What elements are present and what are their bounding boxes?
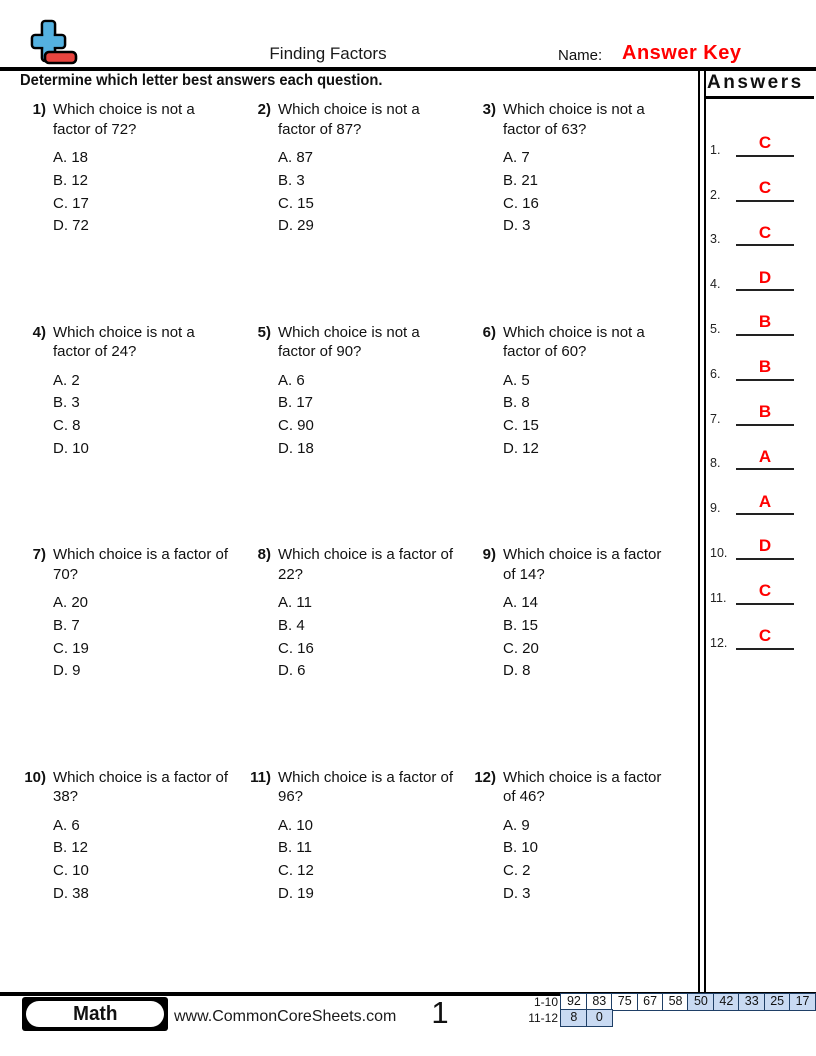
- choice-c: C. 10: [53, 862, 89, 880]
- answers-panel: [706, 71, 814, 650]
- answer-item: [710, 291, 814, 336]
- answer-item: [710, 515, 814, 560]
- choice-b: B. 3: [53, 394, 80, 412]
- questions-grid: [20, 100, 700, 990]
- score-table: [526, 993, 816, 1027]
- question-text: 38?: [53, 788, 79, 805]
- question-text: Which choice is a factor of: [53, 546, 229, 563]
- subject-pill: [26, 1001, 164, 1027]
- question-12: [470, 768, 698, 991]
- choice-a: A. 20: [53, 594, 89, 611]
- answer-item: [710, 202, 814, 247]
- question-number: 2): [257, 101, 271, 118]
- choice-b: B. 4: [278, 616, 305, 634]
- answer-letter: D: [758, 267, 772, 287]
- answer-letter: B: [758, 402, 772, 422]
- instruction-text: Determine which letter best answers each question.: [20, 72, 383, 89]
- answer-blank-line: [736, 178, 794, 202]
- page-number: 1: [431, 995, 449, 1030]
- question-number: 3): [482, 101, 496, 118]
- header-rule: [0, 67, 816, 71]
- answer-blank-line: [736, 357, 794, 381]
- choice-c: C. 2: [503, 862, 531, 880]
- choice-a: A. 9: [503, 816, 530, 834]
- score-row: [526, 993, 816, 1011]
- choice-b: B. 11: [278, 839, 312, 857]
- score-cell: 75: [611, 993, 638, 1011]
- choice-a: A. 6: [278, 371, 305, 389]
- question-text: Which choice is not a: [503, 101, 645, 118]
- choice-b: B. 12: [53, 171, 89, 189]
- answer-letter: C: [758, 178, 772, 198]
- choice-b: B. 3: [278, 171, 305, 189]
- choice-a: A. 7: [503, 149, 530, 166]
- choice-a: A. 11: [278, 594, 312, 611]
- question-number: 6): [482, 323, 496, 341]
- question-text: 22?: [278, 565, 304, 583]
- choice-a: A. 10: [278, 816, 314, 834]
- answer-blank-line: [736, 402, 794, 426]
- question-text: of 46?: [503, 788, 545, 805]
- choice-b: B. 21: [503, 171, 539, 189]
- question-text: Which choice is not a: [503, 323, 645, 341]
- question-text: Which choice is not a: [278, 323, 420, 341]
- question-number: 5): [257, 323, 271, 341]
- choice-d: D. 6: [278, 662, 306, 680]
- score-cell: 92: [560, 993, 587, 1011]
- choice-b: B. 8: [503, 394, 530, 412]
- score-cell: 17: [789, 993, 816, 1011]
- choice-a: A. 14: [503, 594, 539, 611]
- question-text: factor of 87?: [278, 120, 362, 138]
- page-title: Finding Factors: [269, 44, 387, 63]
- answer-item: [710, 157, 814, 202]
- answer-letter: C: [758, 626, 772, 646]
- answer-number: 1.: [710, 142, 721, 157]
- subject-label: Math: [72, 1002, 118, 1025]
- answer-key-label: Answer Key: [622, 42, 742, 64]
- choice-c: C. 90: [278, 417, 314, 435]
- question-text: Which choice is not a: [53, 323, 195, 341]
- choice-a: A. 2: [53, 371, 80, 389]
- answer-blank-line: [736, 447, 794, 471]
- choice-b: B. 12: [53, 839, 89, 857]
- answer-blank-line: [736, 581, 794, 605]
- score-cell: 25: [764, 993, 791, 1011]
- question-text: Which choice is a factor of: [278, 546, 454, 563]
- answer-letter: D: [758, 536, 772, 556]
- question-text: Which choice is not a: [278, 101, 420, 118]
- question-3: [470, 100, 698, 323]
- question-text: 96?: [278, 788, 304, 805]
- choice-d: D. 9: [53, 662, 81, 680]
- choice-c: C. 16: [503, 194, 539, 212]
- question-9: [470, 545, 698, 768]
- question-7: [20, 545, 245, 768]
- score-cell: 50: [687, 993, 714, 1011]
- answer-letter: B: [758, 357, 772, 377]
- answer-number: 3.: [710, 232, 721, 247]
- answer-item: [710, 381, 814, 426]
- question-number: 12): [474, 768, 496, 786]
- score-cell: 67: [637, 993, 664, 1011]
- choice-a: A. 18: [53, 149, 89, 166]
- choice-c: C. 12: [278, 862, 314, 880]
- question-text: Which choice is a factor: [503, 546, 662, 563]
- answers-divider-line: [698, 70, 706, 993]
- question-text: of 14?: [503, 565, 545, 583]
- answer-blank-line: [736, 312, 794, 336]
- score-cell: 33: [738, 993, 765, 1011]
- choice-d: D. 18: [278, 439, 314, 457]
- choice-b: B. 15: [503, 616, 539, 634]
- answer-blank-line: [736, 268, 794, 292]
- question-text: factor of 24?: [53, 343, 137, 360]
- choice-c: C. 15: [278, 194, 314, 212]
- question-6: [470, 323, 698, 546]
- answer-number: 7.: [710, 411, 721, 426]
- subject-badge: [22, 997, 168, 1031]
- question-number: 9): [482, 546, 496, 563]
- question-number: 8): [257, 546, 271, 563]
- question-8: [245, 545, 470, 768]
- answer-letter: C: [758, 133, 772, 153]
- score-row-label: 1-10: [533, 994, 558, 1009]
- choice-d: D. 38: [53, 884, 89, 902]
- answer-number: 6.: [710, 366, 721, 381]
- website-text: www.CommonCoreSheets.com: [174, 1008, 397, 1025]
- name-label: Name:: [558, 47, 603, 64]
- choice-a: A. 87: [278, 149, 314, 166]
- answer-number: 12.: [710, 635, 728, 650]
- answer-blank-line: [736, 492, 794, 516]
- score-cell: 83: [586, 993, 613, 1011]
- score-cell: 42: [713, 993, 740, 1011]
- answer-letter: A: [758, 491, 772, 511]
- question-text: Which choice is a factor of: [53, 768, 229, 786]
- answer-number: 4.: [710, 277, 721, 292]
- answer-number: 10.: [710, 545, 728, 560]
- choice-b: B. 10: [503, 839, 539, 857]
- answer-letter: A: [758, 446, 772, 466]
- choice-d: D. 10: [53, 439, 89, 457]
- question-number: 1): [32, 101, 46, 118]
- choice-c: C. 16: [278, 639, 314, 657]
- choice-d: D. 8: [503, 662, 531, 680]
- choice-d: D. 12: [503, 439, 539, 457]
- question-5: [245, 323, 470, 546]
- score-cell: 0: [586, 1009, 613, 1027]
- choice-c: C. 8: [53, 417, 81, 435]
- question-text: Which choice is not a: [53, 101, 195, 118]
- choice-c: C. 20: [503, 639, 539, 657]
- answer-item: [710, 605, 814, 650]
- choice-d: D. 19: [278, 884, 314, 902]
- choice-d: D. 3: [503, 884, 531, 902]
- question-text: factor of 90?: [278, 343, 362, 360]
- question-text: Which choice is a factor: [503, 768, 662, 786]
- choice-a: A. 6: [53, 816, 80, 834]
- answer-blank-line: [736, 536, 794, 560]
- question-text: factor of 63?: [503, 120, 587, 138]
- answer-number: 9.: [710, 501, 721, 516]
- choice-b: B. 17: [278, 394, 314, 412]
- choice-b: B. 7: [53, 616, 80, 634]
- score-cell: 8: [560, 1009, 587, 1027]
- question-number: 11): [250, 768, 271, 786]
- answer-blank-line: [736, 133, 794, 157]
- choice-c: C. 15: [503, 417, 539, 435]
- answer-item: [710, 470, 814, 515]
- answer-number: 11.: [710, 590, 727, 605]
- choice-d: D. 72: [53, 217, 89, 235]
- answer-item: [710, 560, 814, 605]
- question-1: [20, 100, 245, 323]
- answer-letter: C: [758, 222, 772, 242]
- question-10: [20, 768, 245, 991]
- choice-d: D. 29: [278, 217, 314, 235]
- answer-item: [710, 426, 814, 471]
- choice-c: C. 19: [53, 639, 89, 657]
- choice-d: D. 3: [503, 217, 531, 235]
- question-number: 10): [24, 768, 46, 786]
- answer-blank-line: [736, 626, 794, 650]
- answer-blank-line: [736, 223, 794, 247]
- score-cell: 58: [662, 993, 689, 1011]
- question-text: factor of 60?: [503, 343, 587, 360]
- answers-list: [706, 112, 814, 650]
- question-text: 70?: [53, 565, 79, 583]
- question-2: [245, 100, 470, 323]
- question-text: factor of 72?: [53, 120, 137, 138]
- answer-item: [710, 112, 814, 157]
- choice-a: A. 5: [503, 371, 530, 389]
- answer-item: [710, 246, 814, 291]
- question-11: [245, 768, 470, 991]
- question-number: 7): [32, 546, 46, 563]
- answer-letter: C: [758, 581, 772, 601]
- choice-c: C. 17: [53, 194, 89, 212]
- answer-item: [710, 336, 814, 381]
- answer-number: 8.: [710, 456, 721, 471]
- question-number: 4): [32, 323, 46, 341]
- score-row-label: 11-12: [528, 1010, 558, 1025]
- score-row: [526, 1009, 816, 1027]
- answer-number: 5.: [710, 321, 721, 336]
- question-text: Which choice is a factor of: [278, 768, 454, 786]
- question-4: [20, 323, 245, 546]
- answer-letter: B: [758, 312, 772, 332]
- answer-number: 2.: [710, 187, 721, 202]
- answers-title: Answers: [706, 71, 814, 99]
